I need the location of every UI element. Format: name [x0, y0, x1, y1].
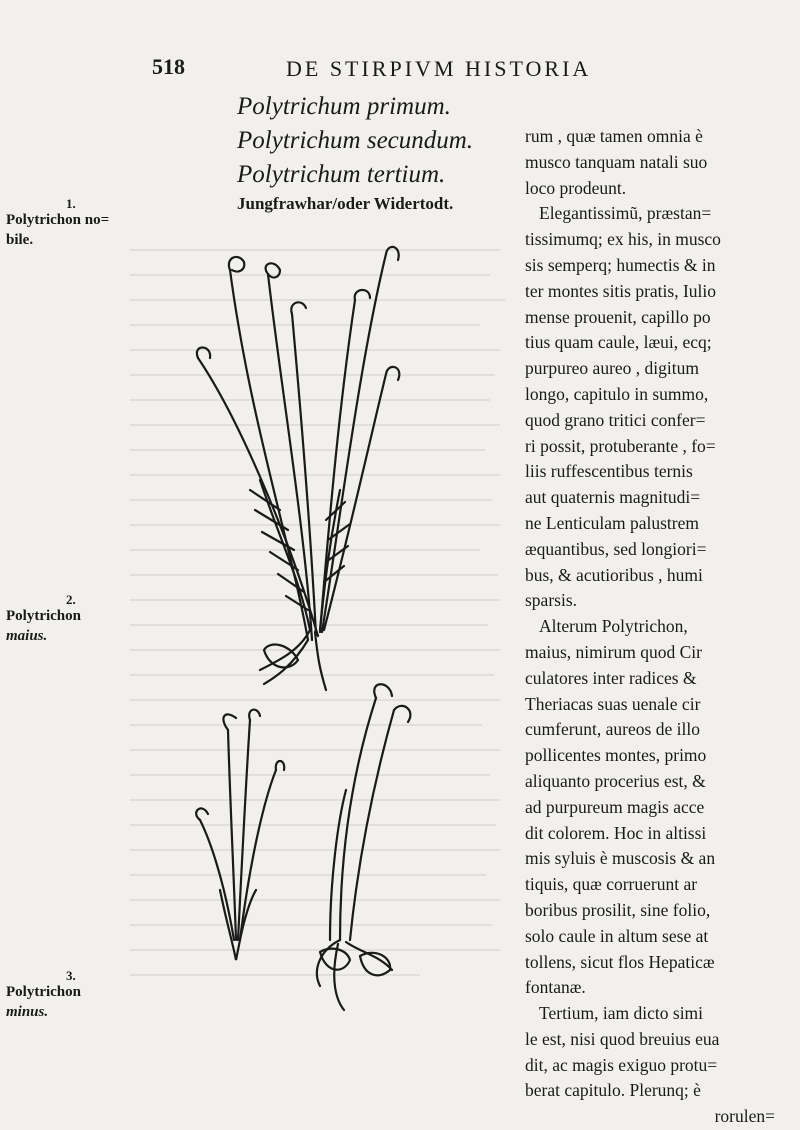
- margin-note-line: maius.: [6, 628, 48, 644]
- margin-note-number: 2.: [66, 592, 76, 607]
- body-line: fontanæ.: [525, 977, 586, 998]
- body-line: tiquis, quæ corruerunt ar: [525, 874, 698, 895]
- woodcut-illustration: [180, 240, 440, 1020]
- body-text-column: [525, 124, 793, 1130]
- margin-note-2: [6, 594, 124, 646]
- margin-note-1: [6, 198, 124, 250]
- body-line: tollens, sicut flos Hepaticæ: [525, 951, 715, 972]
- body-line: ter montes sitis pratis, Iulio: [525, 280, 717, 301]
- title-polytrichum-primum: Polytrichum primum.: [237, 93, 451, 120]
- body-line: purpureo aureo , digitum: [525, 358, 699, 379]
- body-line: Theriacas suas uenale cir: [525, 693, 701, 714]
- margin-note-line: Polytrichon no=: [6, 212, 110, 228]
- body-line: aliquanto procerius est, &: [525, 770, 706, 791]
- body-line: berat capitulo. Plerunq; è: [525, 1080, 701, 1101]
- body-line: quod grano tritici confer=: [525, 409, 706, 430]
- margin-note-number: 3.: [66, 968, 76, 983]
- body-line: sis semperq; humectis & in: [525, 254, 716, 275]
- body-line: ri possit, protuberante , fo=: [525, 435, 716, 456]
- running-head: DE STIRPIVM HISTORIA: [286, 56, 592, 81]
- body-line: Tertium, iam dicto simi: [539, 1003, 704, 1024]
- catchword: rorulen=: [714, 1106, 775, 1127]
- margin-note-line: bile.: [6, 232, 34, 248]
- body-line: Alterum Polytrichon,: [539, 616, 688, 637]
- body-line: solo caule in altum sese at: [525, 925, 709, 946]
- body-line: le est, nisi quod breuius eua: [525, 1028, 720, 1049]
- body-line: pollicentes montes, primo: [525, 745, 707, 766]
- body-line: musco tanquam natali suo: [525, 151, 708, 172]
- body-line: tissimumq; ex his, in musco: [525, 229, 721, 250]
- title-polytrichum-tertium: Polytrichum tertium.: [237, 161, 446, 188]
- page-header: [0, 54, 800, 84]
- margin-note-line: minus.: [6, 1004, 49, 1020]
- body-line: dit colorem. Hoc in altissi: [525, 822, 707, 843]
- body-line: longo, capitulo in summo,: [525, 383, 709, 404]
- body-line: ne Lenticulam palustrem: [525, 512, 699, 533]
- body-line: æquantibus, sed longiori=: [525, 538, 707, 559]
- body-line: dit, ac magis exiguo protu=: [525, 1054, 718, 1075]
- body-line: rum , quæ tamen omnia è: [525, 126, 703, 146]
- body-line: mense prouenit, capillo po: [525, 306, 711, 327]
- margin-note-3: [6, 970, 124, 1022]
- body-line: liis ruffescentibus ternis: [525, 461, 693, 482]
- body-line: aut quaternis magnitudi=: [525, 487, 701, 508]
- margin-note-number: 1.: [66, 196, 76, 211]
- body-line: Elegantissimũ, præstan=: [539, 203, 712, 224]
- page-number: 518: [152, 54, 185, 79]
- body-line: boribus prosilit, sine folio,: [525, 899, 711, 920]
- german-title: Jungfrawhar/oder Widertodt.: [237, 194, 454, 213]
- margin-note-line: Polytrichon: [6, 608, 81, 624]
- body-line: tius quam caule, læui, ecq;: [525, 332, 712, 353]
- body-line: bus, & acutioribus , humi: [525, 564, 703, 585]
- body-line: cumferunt, aureos de illo: [525, 719, 700, 740]
- margin-note-line: Polytrichon: [6, 984, 81, 1000]
- body-line: culatores inter radices &: [525, 667, 697, 688]
- body-line: ad purpureum magis acce: [525, 796, 705, 817]
- body-line: sparsis.: [525, 590, 578, 611]
- body-line: maius, nimirum quod Cir: [525, 641, 702, 662]
- body-line: mis syluis è muscosis & an: [525, 848, 716, 869]
- title-polytrichum-secundum: Polytrichum secundum.: [237, 127, 474, 154]
- plate-titles: [237, 90, 537, 218]
- body-line: loco prodeunt.: [525, 177, 627, 198]
